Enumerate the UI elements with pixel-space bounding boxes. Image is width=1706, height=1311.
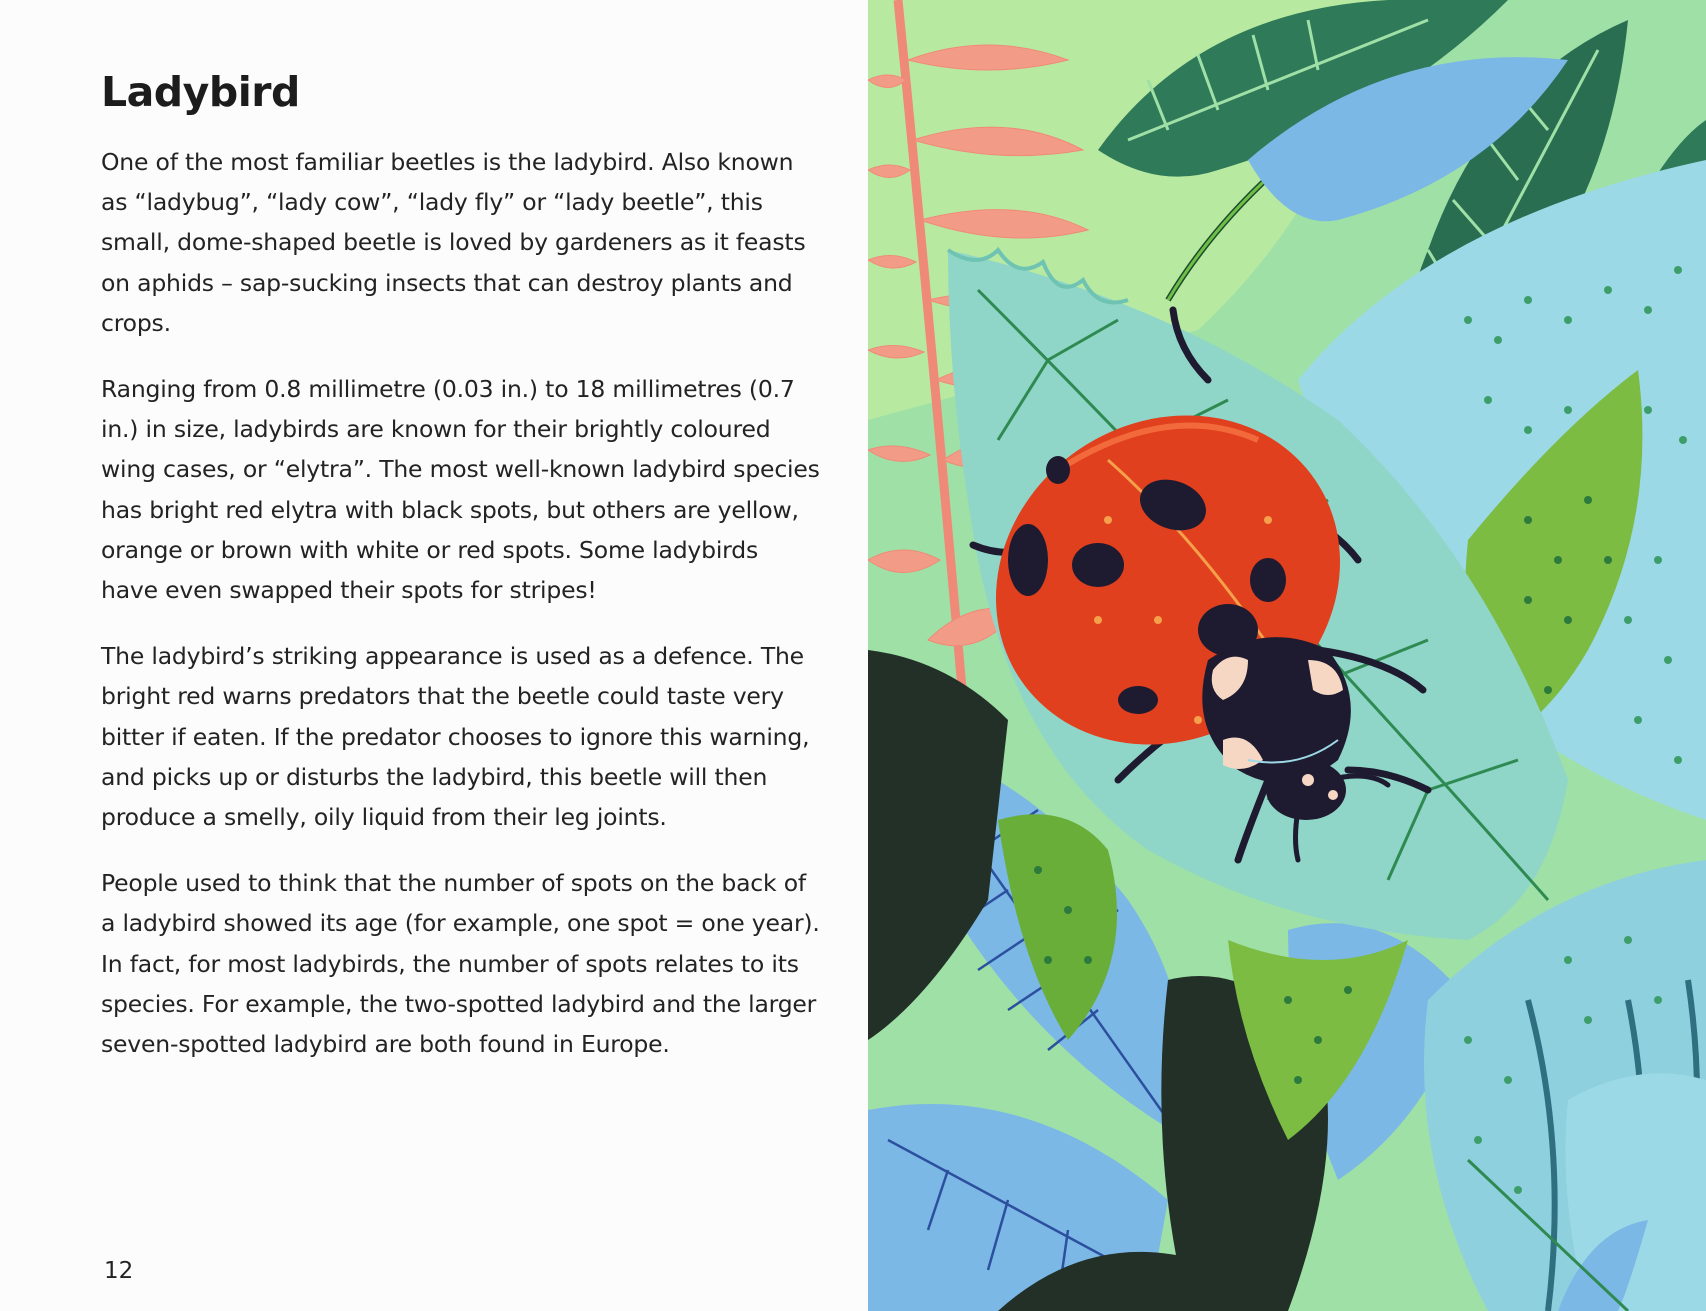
paragraph-2: Ranging from 0.8 millimetre (0.03 in.) to 18 millimetres (0.7 in.) in size, ladybirds are known for their brightly coloured wing cases, or “elytra”. The most well-known ladybird species has bright red elytra with black spots, but others are yellow, orange or brown with white or red spots. Some ladybirds have even swapped their spots for stripes!	[101, 375, 820, 605]
page-number: 12	[104, 1258, 134, 1284]
paragraph-1: One of the most familiar beetles is the ladybird. Also known as “ladybug”, “lady cow”, “lady fly” or “lady beetle”, this small, dome-shaped beetle is loved by gardeners as it feasts on aphids – sap-sucking insects that can destroy plants and crops.	[101, 148, 806, 337]
paragraph-4: People used to think that the number of spots on the back of a ladybird showed its age (for example, one spot = one year). In fact, for most ladybirds, the number of spots relates to its species. For example, the two-spotted ladybird and the larger seven-spotted ladybird are both found in Europe.	[101, 869, 820, 1059]
ladybird-illustration	[868, 0, 1706, 1311]
text-column	[101, 64, 821, 1090]
page-title: Ladybird	[101, 68, 300, 116]
illustration-page	[868, 0, 1706, 1311]
paragraph-3: The ladybird’s striking appearance is used as a defence. The bright red warns predators that the beetle could taste very bitter if eaten. If the predator chooses to ignore this warning, and picks up or disturbs the ladybird, this beetle will then produce a smelly, oily liquid from their leg joints.	[101, 642, 810, 832]
